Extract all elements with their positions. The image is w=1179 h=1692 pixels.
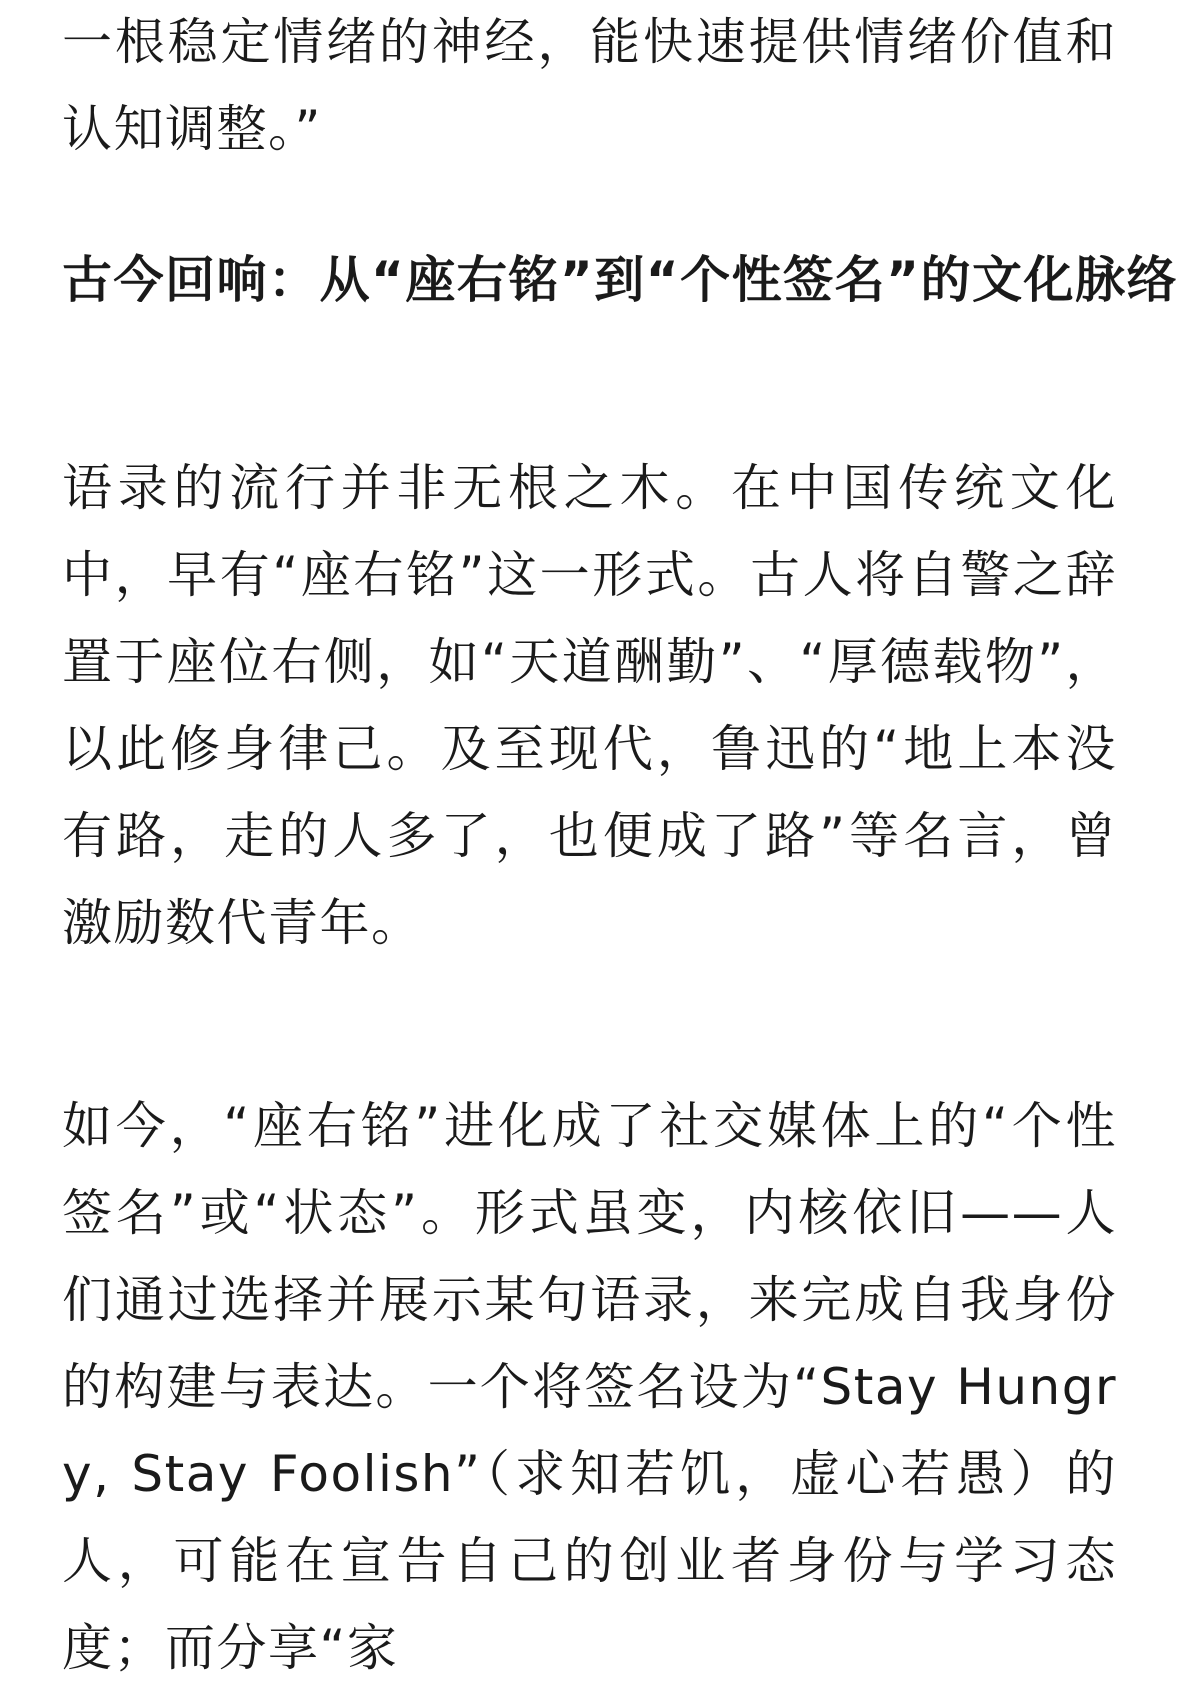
- paragraph-fragment-top: [62, 0, 1117, 173]
- section-heading: 古今回响：从“座右铭”到“个性签名”的文化脉络: [62, 251, 1178, 309]
- paragraph-1: 语录的流行并非无根之木。在中国传统文化中，早有“座右铭”这一形式。古人将自警之辞置于座位右侧，如“天道酬勤”、“厚德载物”，以此修身律己。及至现代，鲁迅的“地上本没有路，走的人多了，也便成了路”等名言，曾激励数代青年。: [62, 459, 1117, 952]
- paragraph-fragment-text: 一根稳定情绪的神经，能快速提供情绪价值和认知调整。”: [62, 13, 1117, 158]
- paragraph-2: 如今，“座右铭”进化成了社交媒体上的“个性签名”或“状态”。形式虽变，内核依旧——人们通过选择并展示某句语录，来完成自我身份的构建与表达。一个将签名设为“Stay Hungry, Stay Foolish”（求知若饥，虚心若愚）的人，可能在宣告自己的创业者身份与学习态度；而分享“家: [62, 1097, 1117, 1677]
